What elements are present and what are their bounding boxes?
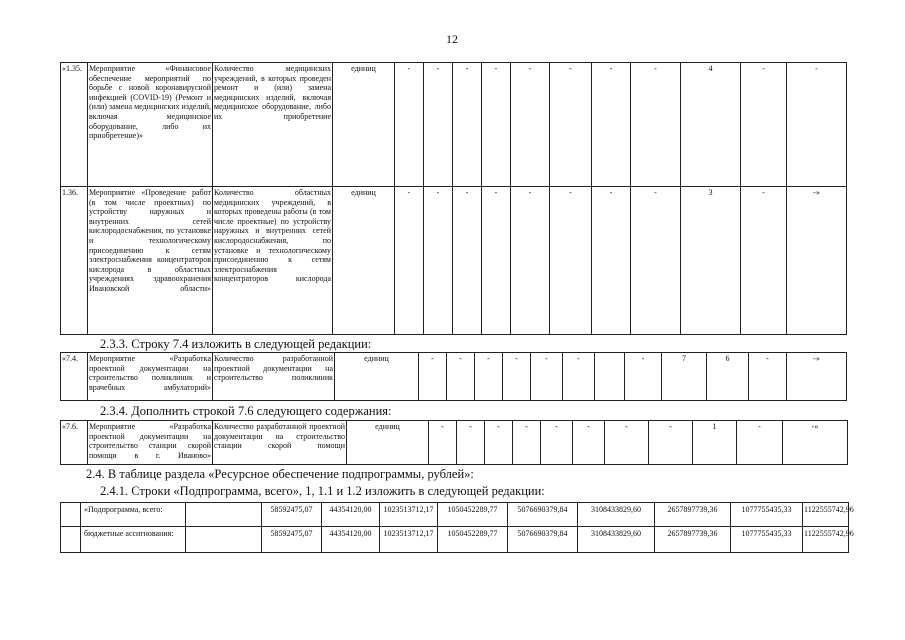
value-cell: - [741, 187, 787, 335]
amount-cell: 1122555742,96 [803, 503, 849, 527]
table-row-7-4 [61, 353, 847, 401]
value-cell: - [741, 63, 787, 187]
value-cell: -» [783, 421, 848, 465]
value-cell: - [453, 63, 482, 187]
value-cell: - [453, 187, 482, 335]
value-cell: - [503, 353, 531, 401]
value-cell: - [649, 421, 693, 465]
value-cell: - [592, 187, 631, 335]
value-cell: - [550, 63, 592, 187]
table-row-7-6 [61, 421, 848, 465]
value-cell: -» [787, 353, 847, 401]
row-number: «7.4. [61, 353, 88, 401]
empty-cell [61, 527, 81, 553]
empty-cell [61, 503, 81, 527]
amount-cell: 1050452289,77 [438, 503, 508, 527]
value-cell: - [541, 421, 573, 465]
amount-cell: 44354120,00 [322, 527, 380, 553]
section-heading-2-4: 2.4. В таблице раздела «Ресурсное обеспечение подпрограммы, рублей»: [86, 467, 474, 481]
value-cell: - [631, 187, 681, 335]
value-cell: - [395, 63, 424, 187]
amount-cell: 1077755435,33 [731, 527, 803, 553]
value-cell: - [447, 353, 475, 401]
amount-cell: 3108433829,60 [578, 503, 655, 527]
amount-cell: 58592475,07 [262, 503, 322, 527]
indicator-cell: Количество разработанной проектной документации на строительство станции скорой помощи [213, 421, 347, 465]
amount-cell: 5076690379,84 [508, 527, 578, 553]
value-cell: - [625, 353, 662, 401]
amount-cell: 1023513712,17 [380, 527, 438, 553]
value-cell: - [513, 421, 541, 465]
row-number: «7.6. [61, 421, 88, 465]
value-cell [595, 353, 625, 401]
value-cell: 6 [707, 353, 749, 401]
value-cell: - [737, 421, 783, 465]
empty-cell [186, 503, 262, 527]
amount-cell: 1050452289,77 [438, 527, 508, 553]
value-cell: - [475, 353, 503, 401]
value-cell: - [424, 187, 453, 335]
event-cell: Мероприятие «Проведение работ (в том числе проектных) по устройству наружных и внутренних сетей кислородоснабжения, по установке и технологическому присоединению к сетям электроснабжения концентраторов кислорода в областных учреждениях здравоохранения Ивановской области» [88, 187, 213, 335]
table-row-1-35 [61, 63, 847, 187]
value-cell: - [573, 421, 605, 465]
indicator-cell: Количество областных медицинских учреждений, в которых проведены работы (в том числе проектные) по устройству наружных и внутренних сетей кислородоснабжения, по установке и технологическому присоединению к сетям электроснабжения концентраторов кислорода [213, 187, 333, 335]
table-row-1-36 [61, 187, 847, 335]
value-cell: - [457, 421, 485, 465]
row-label: «Подпрограмма, всего: [81, 503, 186, 527]
unit-cell: единиц [333, 63, 395, 187]
indicators-table-top [60, 62, 847, 335]
value-cell: - [424, 63, 453, 187]
empty-cell [186, 527, 262, 553]
amount-cell: 1023513712,17 [380, 503, 438, 527]
value-cell: - [485, 421, 513, 465]
value-cell: -» [787, 187, 847, 335]
unit-cell: единиц [333, 187, 395, 335]
amount-cell: 1122555742,96 [803, 527, 849, 553]
amount-cell: 1077755435,33 [731, 503, 803, 527]
amount-cell: 2657897739,36 [655, 503, 731, 527]
value-cell: 3 [681, 187, 741, 335]
value-cell: - [749, 353, 787, 401]
table-row-total [61, 503, 849, 527]
amount-cell: 3108433829,60 [578, 527, 655, 553]
unit-cell: единиц [347, 421, 429, 465]
value-cell: - [511, 63, 550, 187]
amount-cell: 58592475,07 [262, 527, 322, 553]
row-number: «1.35. [61, 63, 88, 187]
value-cell: - [605, 421, 649, 465]
row-label: бюджетные ассигнования: [81, 527, 186, 553]
value-cell: - [592, 63, 631, 187]
value-cell: - [550, 187, 592, 335]
page-number: 12 [446, 32, 458, 46]
amount-cell: 2657897739,36 [655, 527, 731, 553]
event-cell: Мероприятие «Финансовое обеспечение мероприятий по борьбе с новой коронавирусной инфекцией (COVID-19) (Ремонт и (или) замена медицинских изделий, включая медицинское оборудование, либо их приобретение)» [88, 63, 213, 187]
value-cell: - [395, 187, 424, 335]
indicators-table-7-4 [60, 352, 847, 401]
resource-table [60, 502, 854, 553]
indicator-cell: Количество медицинских учреждений, в которых проведен ремонт и (или) замена медицинских изделий, включая медицинское оборудование, либо их приобретение [213, 63, 333, 187]
value-cell: - [429, 421, 457, 465]
amount-cell: 44354120,00 [322, 503, 380, 527]
row-number: 1.36. [61, 187, 88, 335]
event-cell: Мероприятие «Разработка проектной документации на строительство станции скорой помощи в г. Иваново» [88, 421, 213, 465]
value-cell: 4 [681, 63, 741, 187]
value-cell: - [482, 187, 511, 335]
section-heading-2-3-3: 2.3.3. Строку 7.4 изложить в следующей редакции: [100, 337, 372, 351]
value-cell: - [531, 353, 563, 401]
value-cell: - [419, 353, 447, 401]
value-cell: - [511, 187, 550, 335]
value-cell: - [787, 63, 847, 187]
section-heading-2-3-4: 2.3.4. Дополнить строкой 7.6 следующего содержания: [100, 404, 392, 418]
value-cell: - [563, 353, 595, 401]
value-cell: - [631, 63, 681, 187]
indicators-table-7-6 [60, 420, 848, 465]
value-cell: 1 [693, 421, 737, 465]
section-heading-2-4-1: 2.4.1. Строки «Подпрограмма, всего», 1, 1.1 и 1.2 изложить в следующей редакции: [100, 484, 545, 498]
value-cell: 7 [662, 353, 707, 401]
value-cell: - [482, 63, 511, 187]
amount-cell: 5076690379,84 [508, 503, 578, 527]
event-cell: Мероприятие «Разработка проектной документации на строительство поликлиник и врачебных амбулаторий» [88, 353, 213, 401]
indicator-cell: Количество разработанной проектной документации на строительство поликлиник [213, 353, 335, 401]
unit-cell: единиц [335, 353, 419, 401]
table-row-budget [61, 527, 849, 553]
